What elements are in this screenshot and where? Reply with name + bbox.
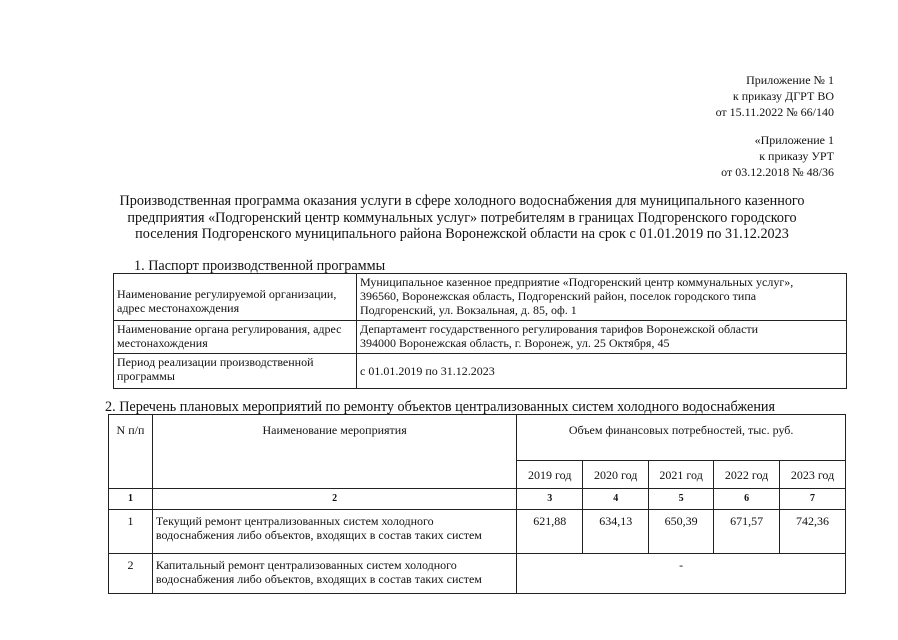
title-line: поселения Подгоренского муниципального района Воронежской области на срок с 01.01.2019 по 31.12.2023 [135,226,789,242]
appendix-line: от 15.11.2022 № 66/140 [715,105,834,119]
finance-value: 650,39 [649,510,714,554]
column-number: 6 [714,489,780,510]
section-1-heading: 1. Паспорт производственной программы [134,258,386,274]
col-header-year: 2019 год [517,461,583,489]
passport-table [113,273,847,389]
value-line: Департамент государственного регулирования тарифов Воронежской области [360,322,759,336]
measure-name: Текущий ремонт централизованных систем холодного водоснабжения либо объектов, входящих в состав таких систем [152,510,516,554]
finance-value: 671,57 [714,510,780,554]
column-number: 5 [649,489,714,510]
col-header-year: 2023 год [780,461,846,489]
column-number: 4 [583,489,649,510]
passport-value [357,354,847,389]
value-line: Подгоренский, ул. Вокзальная, д. 85, оф. 1 [360,303,577,317]
value-line: 396560, Воронежская область, Подгоренский район, поселок городского типа [360,289,757,303]
appendix-line: от 03.12.2018 № 48/36 [721,165,834,179]
section-2-heading: 2. Перечень плановых мероприятий по ремонту объектов централизованных систем холодного водоснабжения [105,399,776,415]
table-row [114,321,847,354]
passport-value [357,274,847,321]
passport-value [357,321,847,354]
repair-plan-table [108,414,846,594]
row-number: 1 [109,510,153,554]
title-line: предприятия «Подгоренский центр коммунальных услуг» потребителям в границах Подгоренского городского [127,209,797,226]
appendix-line: к приказу ДГРТ ВО [732,89,834,103]
finance-value-merged: - [517,554,846,594]
passport-key: Наименование органа регулирования, адрес местонахождения [114,321,357,354]
row-number: 2 [109,554,153,594]
table-row [114,274,847,321]
column-number-row [109,489,846,510]
passport-key: Период реализации производственной программы [114,354,357,389]
appendix-note-original [721,132,834,180]
table-row [109,554,846,594]
col-header-year: 2022 год [714,461,780,489]
value-line: Муниципальное казенное предприятие «Подгоренский центр коммунальных услуг», [360,275,794,289]
table-row [109,510,846,554]
passport-key: Наименование регулируемой организации, адрес местонахождения [114,274,357,321]
measure-name: Капитальный ремонт централизованных систем холодного водоснабжения либо объектов, входящих в состав таких систем [152,554,516,594]
appendix-note-current [716,72,834,120]
finance-value: 742,36 [780,510,846,554]
col-header-finance: Объем финансовых потребностей, тыс. руб. [517,415,846,461]
finance-value: 634,13 [583,510,649,554]
col-header-name: Наименование мероприятия [152,415,516,489]
column-number: 7 [780,489,846,510]
col-header-year: 2021 год [649,461,714,489]
table-row [114,354,847,389]
column-number: 3 [517,489,583,510]
col-header-year: 2020 год [583,461,649,489]
table-header-row [109,415,846,461]
column-number: 2 [152,489,516,510]
value-line: 394000 Воронежская область, г. Воронеж, ул. 25 Октября, 45 [360,336,670,350]
value-line: с 01.01.2019 по 31.12.2023 [360,364,495,378]
document-title [96,193,828,243]
title-line: Производственная программа оказания услуги в сфере холодного водоснабжения для муниципального казенного [119,193,805,209]
appendix-line: «Приложение 1 [754,133,834,147]
appendix-line: к приказу УРТ [759,149,834,163]
column-number: 1 [109,489,153,510]
col-header-num: N п/п [109,415,153,489]
finance-value: 621,88 [517,510,583,554]
appendix-line: Приложение № 1 [746,73,834,87]
